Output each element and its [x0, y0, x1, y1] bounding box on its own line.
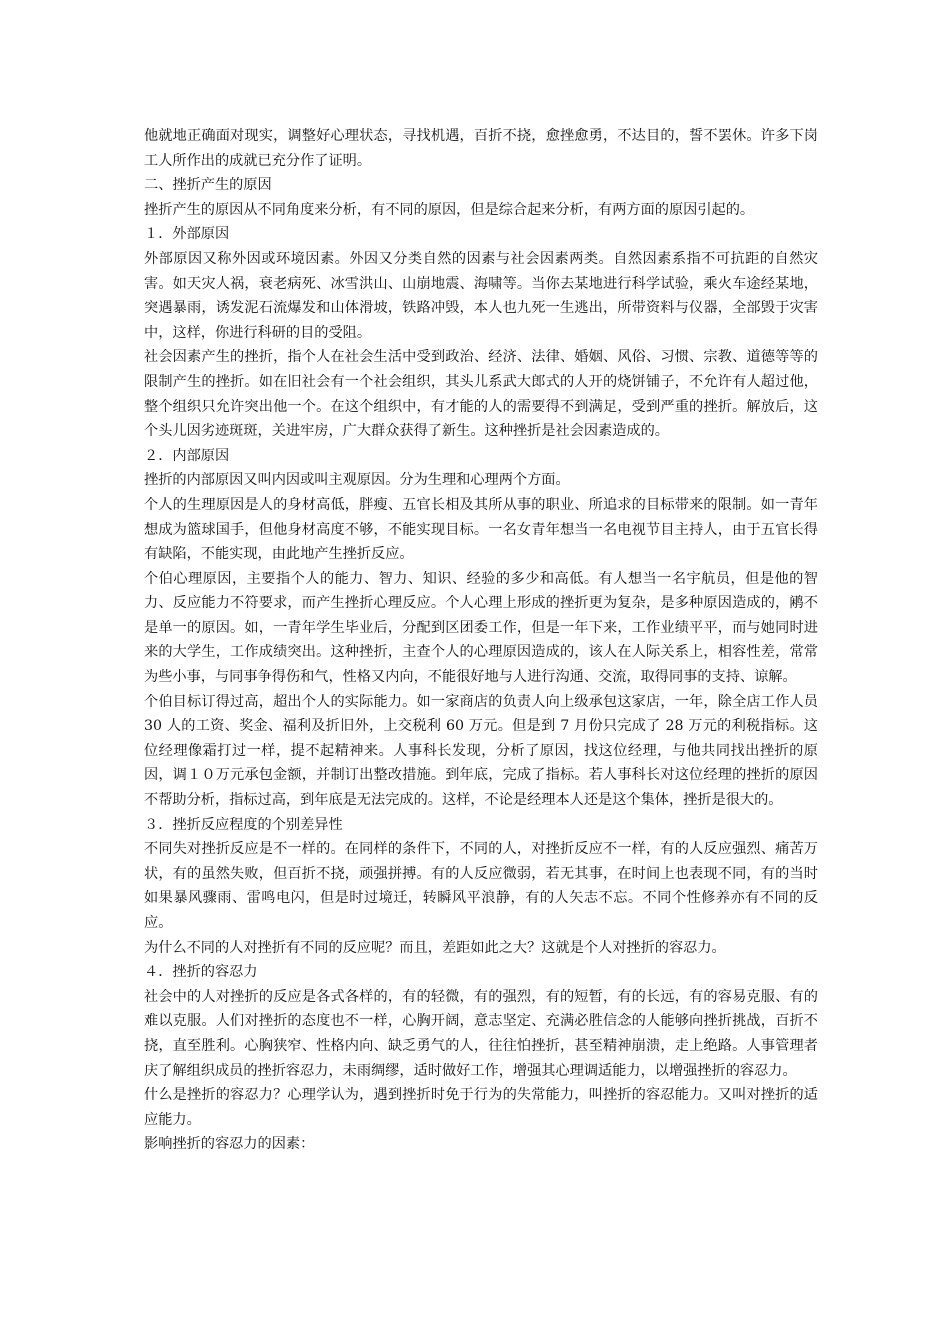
paragraph: 为什么不同的人对挫折有不同的反应呢？而且，差距如此之大？这就是个人对挫折的容忍力。 [144, 939, 726, 956]
subsection-heading: ２．内部原因 [144, 447, 230, 464]
document-body [144, 124, 818, 1157]
paragraph: 他就地正确面对现实，调整好心理状态，寻找机遇，百折不挠，愈挫愈勇，不达目的，誓不罢休。许多下岗工人所作出的成就已充分作了证明。 [144, 128, 818, 169]
paragraph: 不同失对挫折反应是不一样的。在同样的条件下，不同的人，对挫折反应不一样，有的人反应强烈、痛苦万状，有的虽然失败，但百折不挠，顽强拼搏。有的人反应微弱，若无其事，在时间上也表现不同，有的当时如果暴风骤雨、雷鸣电闪，但是时过境迁，转瞬风平浪静，有的人矢志不忘。不同个性修养亦有不同的反应。 [144, 841, 818, 931]
paragraph: 外部原因又称外因或环境因素。外因又分类自然的因素与社会因素两类。自然因素系指不可抗距的自然灾害。如天灾人祸，衰老病死、冰雪洪山、山崩地震、海啸等。当你去某地进行科学试验，乘火车途经某地，突遇暴雨，诱发泥石流爆发和山体滑坡，铁路冲毁，本人也九死一生逃出，所带资料与仪器，全部毁于灾害中，这样，你进行科研的目的受阻。 [144, 250, 818, 341]
section-heading: 二、挫折产生的原因 [144, 177, 272, 194]
paragraph: 个伯目标订得过高，超出个人的实际能力。如一家商店的负责人向上级承包这家店，一年，除全店工作人员 30 人的工资、奖金、福利及折旧外，上交税利 60 万元。但是到 7 月份只完成了 28 万元的利税指标。这位经理像霜打过一样，提不起精神来。人事科长发现，分析了原因，找这位经理，与他共同找出挫折的原因，调１０万元承包金额，并制订出整改措施。到年底，完成了指标。若人事科长对这位经理的挫折的原因不帮助分析，指标过高，到年底是无法完成的。这样，不论是经理本人还是这个集体，挫折是很大的。 [144, 693, 818, 809]
subsection-heading: ３．挫折反应程度的个别差异性 [144, 816, 343, 833]
paragraph: 社会因素产生的挫折，指个人在社会生活中受到政治、经济、法律、婚姻、风俗、习惯、宗教、道德等等的限制产生的挫折。如在旧社会有一个社会组织，其头儿系武大郎式的人开的烧饼铺子，不允许有人超过他，整个组织只允许突出他一个。在这个组织中，有才能的人的需要得不到满足，受到严重的挫折。解放后，这个头儿因劣迹斑斑，关进牢房，广大群众获得了新生。这种挫折是社会因素造成的。 [144, 349, 818, 440]
paragraph: 挫折产生的原因从不同角度来分析，有不同的原因，但是综合起来分析，有两方面的原因引起的。 [144, 201, 755, 218]
subsection-heading: １．外部原因 [144, 226, 230, 243]
paragraph: 什么是挫折的容忍力？心理学认为，遇到挫折时免于行为的失常能力，叫挫折的容忍能力。又叫对挫折的适应能力。 [144, 1087, 818, 1128]
paragraph: 社会中的人对挫折的反应是各式各样的，有的轻微，有的强烈，有的短暂，有的长远，有的容易克服、有的难以克服。人们对挫折的态度也不一样，心胸开阔，意志坚定、充满必胜信念的人能够向挫折挑战，百折不挠，直至胜利。心胸狭窄、性格内向、缺乏勇气的人，往往怕挫折，甚至精神崩溃，走上绝路。人事管理者庆了解组织成员的挫折容忍力，未雨绸缪，适时做好工作，增强其心理调适能力，以增强挫折的容忍力。 [144, 988, 818, 1079]
paragraph: 挫折的内部原因又叫内因或叫主观原因。分为生理和心理两个方面。 [144, 472, 570, 489]
paragraph: 个人的生理原因是人的身材高低，胖瘦、五官长相及其所从事的职业、所追求的目标带来的限制。如一青年想成为篮球国手，但他身材高度不够，不能实现目标。一名女青年想当一名电视节目主持人，由于五官长得有缺陷，不能实现，由此地产生挫折反应。 [144, 496, 818, 563]
paragraph: 影响挫折的容忍力的因素： [144, 1136, 315, 1153]
paragraph: 个伯心理原因，主要指个人的能力、智力、知识、经验的多少和高低。有人想当一名宇航员，但是他的智力、反应能力不符要求，而产生挫折心理反应。个人心理上形成的挫折更为复杂，是多种原因造成的，鹇不是单一的原因。如，一青年学生毕业后，分配到区团委工作，但是一年下来，工作业绩平平，而与她同时进来的大学生，工作成绩突出。这种挫折，主查个人的心理原因造成的，该人在人际关系上，相容性差，常常为些小事，与同事争得伤和气，性格又内向，不能很好地与人进行沟通、交流，取得同事的支持、谅解。 [144, 570, 818, 686]
subsection-heading: ４．挫折的容忍力 [144, 964, 258, 981]
